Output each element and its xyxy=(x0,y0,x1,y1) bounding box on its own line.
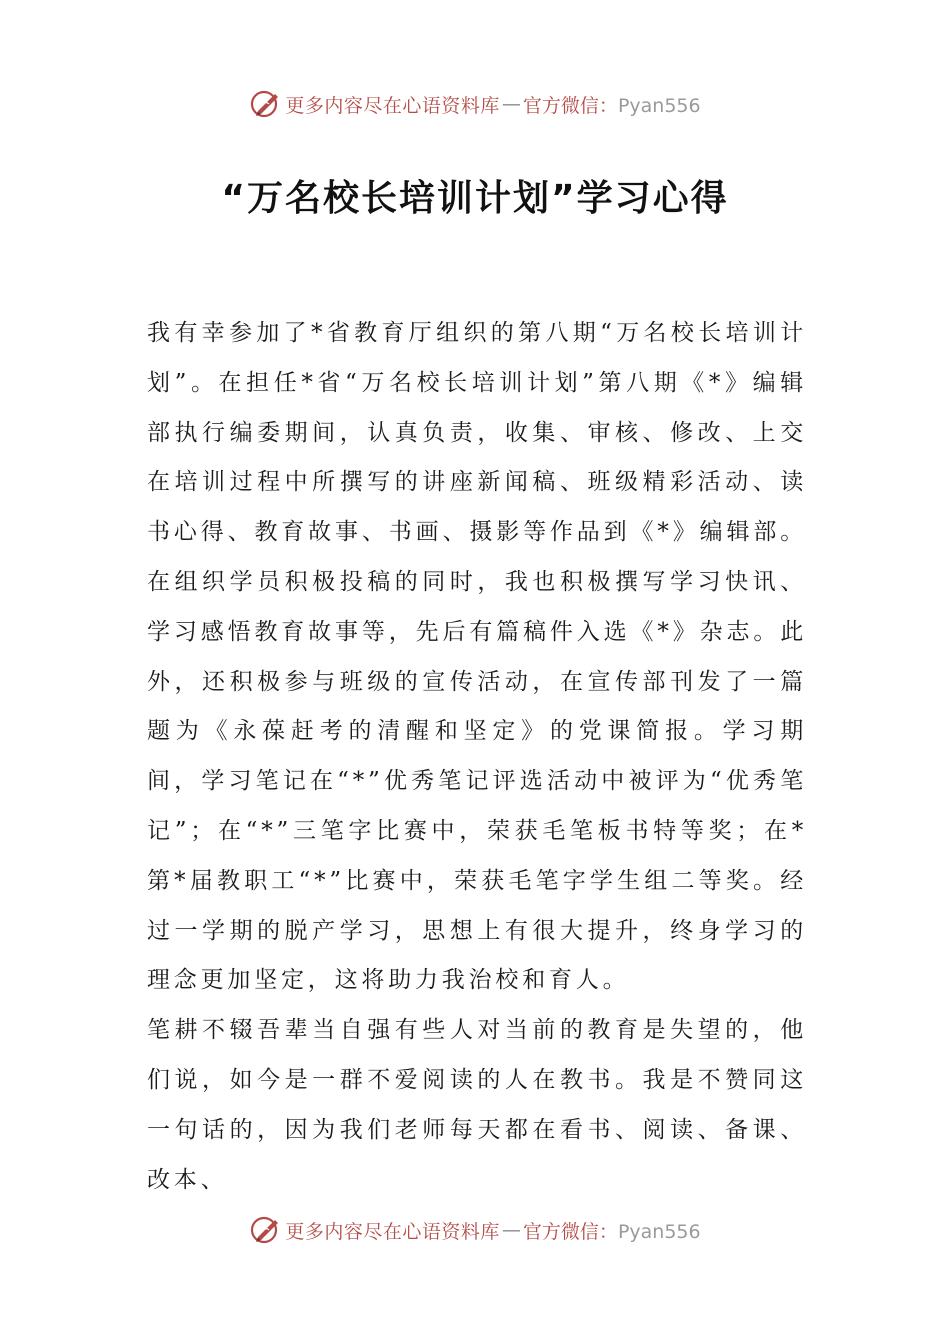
contact-id: Pyan556 xyxy=(617,94,701,117)
quill-logo-icon xyxy=(249,87,283,121)
contact-id: Pyan556 xyxy=(617,1220,701,1243)
document-body xyxy=(147,309,807,1205)
banner-separator: — xyxy=(501,1219,521,1241)
quill-logo-icon xyxy=(249,1213,283,1247)
header-banner xyxy=(0,84,950,124)
paragraph: 我有幸参加了*省教育厅组织的第八期“万名校长培训计划”。在担任*省“万名校长培训计划”第八期《*》编辑部执行编委期间，认真负责，收集、审核、修改、上交在培训过程中所撰写的讲座新闻稿、班级精彩活动、读书心得、教育故事、书画、摄影等作品到《*》编辑部。在组织学员积极投稿的同时，我也积极撰写学习快讯、学习感悟教育故事等，先后有篇稿件入选《*》杂志。此外，还积极参与班级的宣传活动，在宣传部刊发了一篇题为《永葆赶考的清醒和坚定》的党课简报。学习期间，学习笔记在“*”优秀笔记评选活动中被评为“优秀笔记”；在“*”三笔字比赛中，荣获毛笔板书特等奖；在*第*届教职工“*”比赛中，荣获毛笔字学生组二等奖。经过一学期的脱产学习，思想上有很大提升，终身学习的理念更加坚定，这将助力我治校和育人。 xyxy=(147,320,807,994)
banner-contact xyxy=(523,1217,701,1244)
banner-separator: — xyxy=(501,93,521,115)
banner-text: 更多内容尽在心语资料库 xyxy=(285,94,500,117)
contact-label: 官方微信： xyxy=(522,1220,618,1243)
banner-contact xyxy=(523,91,701,118)
banner-text: 更多内容尽在心语资料库 xyxy=(285,1220,500,1243)
footer-banner xyxy=(0,1210,950,1250)
page-title: “万名校长培训计划”学习心得 xyxy=(221,178,729,219)
paragraph: 笔耕不辍吾辈当自强有些人对当前的教育是失望的，他们说，如今是一群不爱阅读的人在教书。我是不赞同这一句话的，因为我们老师每天都在看书、阅读、备课、改本、 xyxy=(147,1017,807,1193)
contact-label: 官方微信： xyxy=(522,94,618,117)
